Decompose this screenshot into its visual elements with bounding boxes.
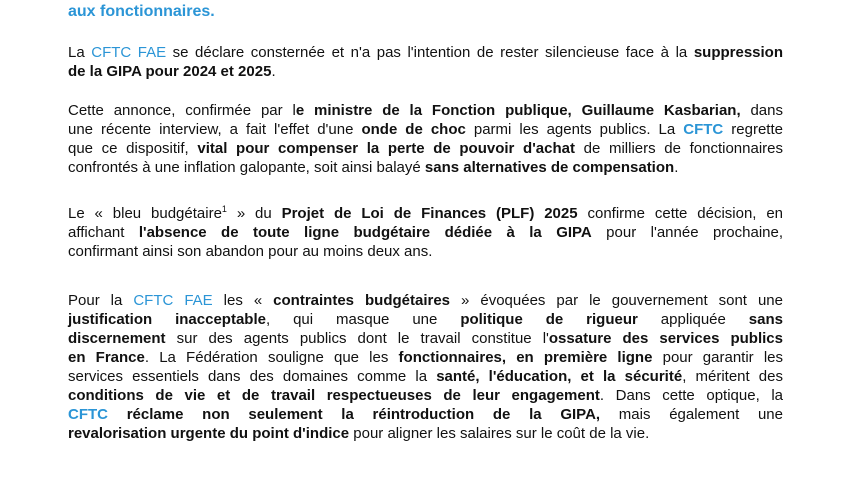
org-name: CFTC xyxy=(68,406,108,423)
emphasis: l'absence de toute ligne budgétaire dédiée à la GIPA xyxy=(138,224,592,241)
text: que ce dispositif, xyxy=(68,140,198,157)
org-name: CFTC FAE xyxy=(91,44,167,61)
emphasis: en France xyxy=(68,349,145,366)
paragraph-4-line-5 xyxy=(68,367,783,386)
paragraph-2-line-3 xyxy=(68,139,783,158)
text: les « xyxy=(212,292,274,309)
paragraph-4-line-1 xyxy=(68,291,783,310)
emphasis: sans alternatives de compensation xyxy=(424,159,675,176)
org-name: CFTC xyxy=(683,121,724,138)
emphasis: conditions de vie et de travail respectueuses de leur engagement xyxy=(68,387,600,404)
text: Pour la xyxy=(68,292,134,309)
emphasis: Projet de Loi de Finances (PLF) 2025 xyxy=(281,205,578,222)
paragraph-4-line-7 xyxy=(68,405,783,424)
text: de milliers de fonctionnaires xyxy=(574,140,784,157)
paragraph-4-line-4 xyxy=(68,348,783,367)
emphasis: ossature des services publics xyxy=(548,330,783,347)
text: . xyxy=(674,159,679,176)
paragraph-3-line-2 xyxy=(68,223,783,242)
emphasis: de la GIPA pour 2024 et 2025 xyxy=(68,63,272,80)
text: regrette xyxy=(723,121,783,138)
text: dans xyxy=(740,102,783,119)
emphasis: revalorisation urgente du point d'indice xyxy=(68,425,350,442)
emphasis: suppression xyxy=(693,44,783,61)
text: . La Fédération souligne que les xyxy=(144,349,399,366)
text: pour garantir les xyxy=(652,349,783,366)
text: . Dans cette optique, la xyxy=(599,387,783,404)
text: sur des agents publics dont le travail constitue l' xyxy=(165,330,549,347)
paragraph-3-line-1 xyxy=(68,204,783,223)
text: se déclare consternée et n'a pas l'intention de rester silencieuse face à la xyxy=(166,44,694,61)
emphasis: santé, l'éducation, et la sécurité xyxy=(436,368,683,385)
text: une récente interview, a fait l'effet d'une xyxy=(68,121,362,138)
text: pour aligner les salaires sur le coût de la vie. xyxy=(349,425,650,442)
emphasis: fonctionnaires, en première ligne xyxy=(398,349,653,366)
emphasis: sans xyxy=(748,311,783,328)
paragraph-4-line-6 xyxy=(68,386,783,405)
text: mais également une xyxy=(600,406,783,423)
paragraph-3-line-3 xyxy=(68,242,783,261)
text: La xyxy=(68,44,92,61)
text: affichant xyxy=(68,224,139,241)
text: » du xyxy=(226,205,282,222)
text: , qui masque une xyxy=(265,311,461,328)
text: parmi les agents publics. La xyxy=(465,121,684,138)
footnote-marker[interactable]: 1 xyxy=(221,204,227,214)
paragraph-2-line-1 xyxy=(68,101,783,120)
text: . xyxy=(271,63,276,80)
text: confirme cette décision, en xyxy=(577,205,784,222)
emphasis: justification inacceptable xyxy=(68,311,266,328)
org-name: CFTC FAE xyxy=(133,292,213,309)
text: services essentiels dans des domaines comme la xyxy=(68,368,437,385)
text: pour l'année prochaine, xyxy=(591,224,784,241)
emphasis: vital pour compenser la perte de pouvoir d'achat xyxy=(197,140,575,157)
text: confrontés à une inflation galopante, soit ainsi balayé xyxy=(68,159,425,176)
emphasis: discernement xyxy=(68,330,166,347)
text: appliquée xyxy=(637,311,749,328)
emphasis: contraintes budgétaires xyxy=(273,292,451,309)
emphasis: e ministre de la Fonction publique, Guillaume Kasbarian, xyxy=(295,102,741,119)
paragraph-4-line-2 xyxy=(68,310,783,329)
emphasis: politique de rigueur xyxy=(460,311,638,328)
text: , méritent des xyxy=(682,368,783,385)
paragraph-4-line-8 xyxy=(68,424,783,443)
text: confirmant ainsi son abandon pour au moins deux ans. xyxy=(68,243,433,260)
paragraph-1-line-1 xyxy=(68,43,783,62)
emphasis: réclame non seulement la réintroduction de la GIPA, xyxy=(108,406,601,423)
text: Cette annonce, confirmée par l xyxy=(68,102,296,119)
section-heading: aux fonctionnaires. xyxy=(68,3,215,20)
paragraph-4-line-3 xyxy=(68,329,783,348)
paragraph-2-line-4 xyxy=(68,158,783,177)
text: Le « bleu budgétaire xyxy=(68,205,222,222)
emphasis: onde de choc xyxy=(361,121,466,138)
paragraph-1-line-2 xyxy=(68,62,783,81)
text: » évoquées par le gouvernement sont une xyxy=(450,292,783,309)
paragraph-2-line-2 xyxy=(68,120,783,139)
